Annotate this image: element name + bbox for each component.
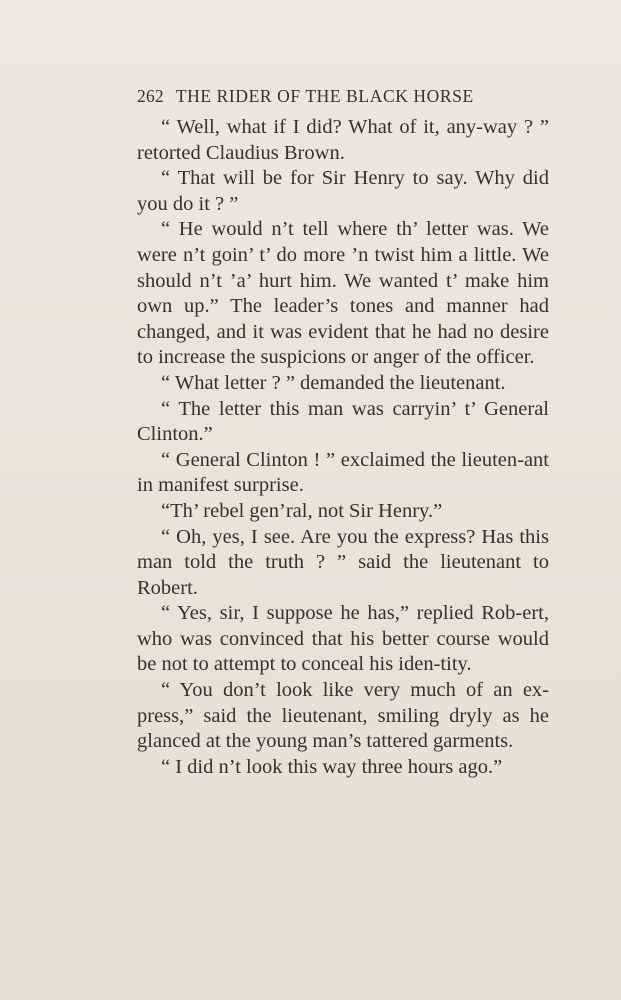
paragraph: “ I did n’t look this way three hours ago.” <box>161 755 503 778</box>
paragraph: “ General Clinton ! ” exclaimed the lieuten-ant in manifest surprise. <box>137 448 549 497</box>
paragraph: “ He would n’t tell where th’ letter was. We were n’t goin’ t’ do more ’n twist him a little. We should n’t ’a’ hurt him. We wanted t’ make him own up.” The leader’s tones and manner had changed, and it was evident that he had no desire to increase the suspicions or anger of the officer. <box>137 218 549 369</box>
page-number: 262 <box>137 86 164 106</box>
paragraph: “ Yes, sir, I suppose he has,” replied Rob-ert, who was convinced that his better course would be not to attempt to conceal his iden-tity. <box>137 602 549 676</box>
body-text <box>137 115 549 780</box>
paragraph: “Th’ rebel gen’ral, not Sir Henry.” <box>161 499 443 522</box>
paragraph: “ That will be for Sir Henry to say. Why did you do it ? ” <box>137 167 549 215</box>
paragraph: “ What letter ? ” demanded the lieutenant. <box>161 371 506 394</box>
paragraph: “ The letter this man was carryin’ t’ General Clinton.” <box>137 397 549 446</box>
paragraph: “ Oh, yes, I see. Are you the express? Has this man told the truth ? ” said the lieutenant to Robert. <box>137 525 549 599</box>
paragraph: “ Well, what if I did? What of it, any-way ? ” retorted Claudius Brown. <box>137 116 549 164</box>
running-title: THE RIDER OF THE BLACK HORSE <box>175 86 474 106</box>
running-header <box>137 86 522 107</box>
paragraph: “ You don’t look like very much of an ex-press,” said the lieutenant, smiling dryly as he glanced at the young man’s tattered garments. <box>137 679 549 753</box>
